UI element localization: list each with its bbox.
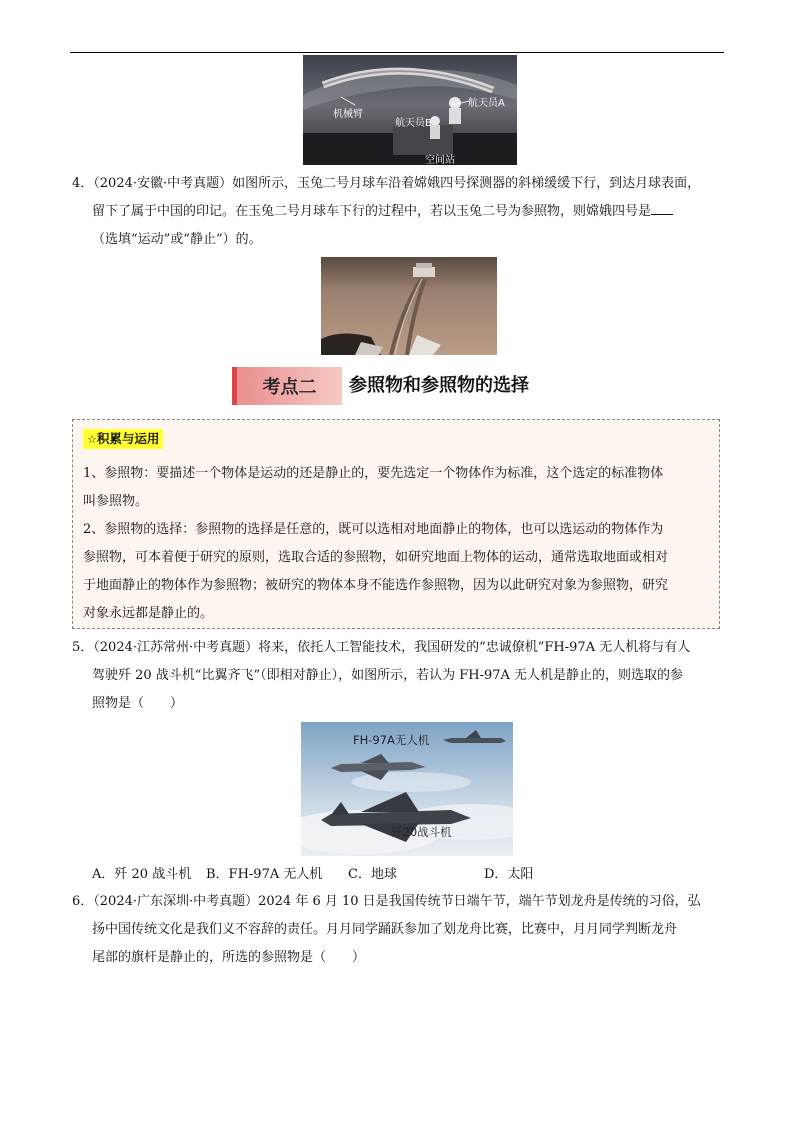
label-astronaut-b: 航天员B [395, 118, 432, 129]
star-icon: ☆ [87, 433, 97, 446]
knowledge-line: 2、参照物的选择：参照物的选择是任意的，既可以选相对地面静止的物体，也可以选运动的物体作为 [83, 522, 664, 537]
knowledge-line: 参照物，可本着便于研究的原则，选取合适的参照物，如研究地面上物体的运动，通常选取地面或相对 [83, 550, 669, 565]
knowledge-line: 叫参照物。 [83, 494, 149, 509]
figure-lunar-rover [321, 257, 497, 355]
option-d[interactable]: D．太阳 [484, 867, 534, 882]
knowledge-line: 于地面静止的物体作为参照物；被研究的物体本身不能选作参照物，因为以此研究对象为参照物，研究 [83, 578, 669, 593]
question-4-line-2 [72, 198, 724, 226]
section-title: 参照物和参照物的选择 [349, 375, 529, 396]
section-tag: 考点二 [232, 367, 342, 405]
label-robotic-arm: 机械臂 [333, 109, 363, 120]
header-rule [70, 52, 724, 53]
answer-blank[interactable] [651, 200, 673, 215]
question-4-line-3: （选填“运动”或“静止”）的。 [92, 232, 262, 247]
figure-space-station [303, 55, 517, 165]
question-6 [72, 888, 724, 972]
question-6-line-3: 尾部的旗杆是静止的，所选的参照物是（ ） [92, 950, 366, 965]
option-a[interactable]: A．歼 20 战斗机 [92, 867, 192, 882]
question-6-line-1: 6．（2024·广东深圳·中考真题）2024 年 6 月 10 日是我国传统节日端午节，端午节划龙舟是传统的习俗，弘 [72, 894, 701, 909]
question-6-line-2: 扬中国传统文化是我们义不容辞的责任。月月同学踊跃参加了划龙舟比赛，比赛中，月月同学判断龙舟 [92, 922, 678, 937]
question-5-line-1: 5．（2024·江苏常州·中考真题）将来，依托人工智能技术，我国研发的“忠诚僚机”FH-97A 无人机将与有人 [72, 640, 691, 655]
knowledge-line: 1、参照物：要描述一个物体是运动的还是静止的，要先选定一个物体作为标准，这个选定的标准物体 [83, 466, 664, 481]
label-drone: FH-97A无人机 [353, 733, 430, 747]
question-5-line-2: 驾驶歼 20 战斗机“比翼齐飞”（即相对静止），如图所示，若认为 FH-97A 无人机是静止的，则选取的参 [92, 668, 684, 683]
figure-aircraft [301, 722, 513, 856]
label-astronaut-a: 航天员A [468, 98, 505, 109]
option-c[interactable]: C．地球 [348, 867, 397, 882]
question-5 [72, 634, 724, 718]
question-4-line-1: 4．（2024·安徽·中考真题）如图所示，玉兔二号月球车沿着嫦娥四号探测器的斜梯缓缓下行，到达月球表面， [72, 176, 701, 191]
knowledge-box [72, 419, 720, 629]
question-4 [72, 170, 724, 254]
label-space-station: 空间站 [425, 155, 455, 165]
question-4-line-2-text: 留下了属于中国的印记。在玉兔二号月球车下行的过程中，若以玉兔二号为参照物，则嫦娥四号是 [92, 204, 652, 219]
knowledge-line: 对象永远都是静止的。 [83, 606, 214, 621]
knowledge-box-title-text: 积累与运用 [96, 431, 160, 446]
option-b[interactable]: B．FH-97A 无人机 [206, 867, 323, 882]
question-5-line-3: 照物是（ ） [92, 696, 184, 711]
knowledge-box-title [83, 429, 163, 449]
label-fighter: 歼20战斗机 [391, 825, 452, 839]
knowledge-box-body [83, 460, 713, 628]
